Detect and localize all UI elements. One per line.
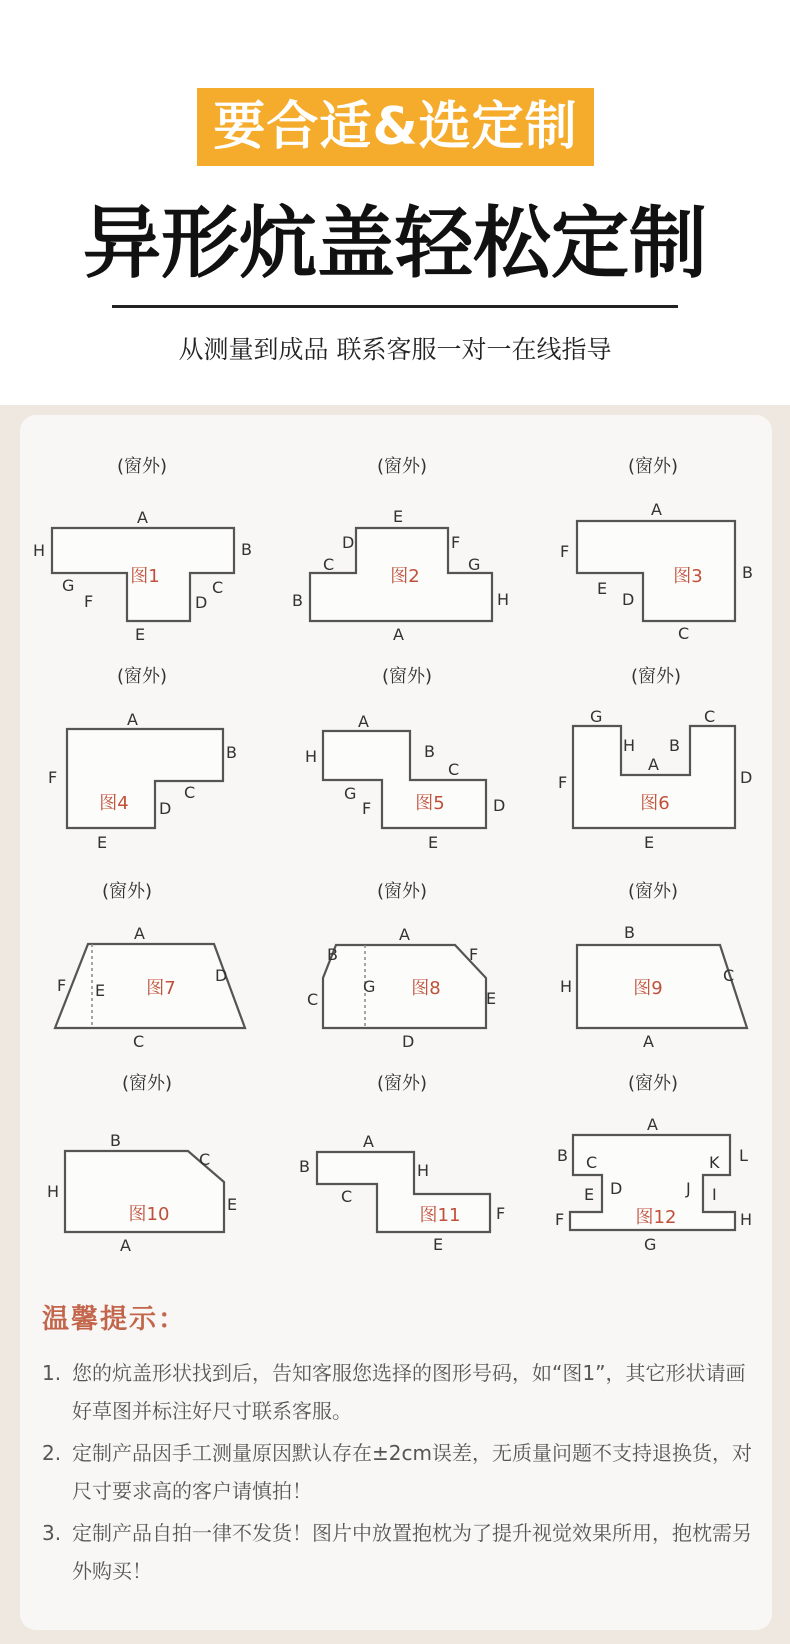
edge-label: B xyxy=(742,563,753,582)
shape-figure-8 xyxy=(290,880,530,1060)
edge-label: F xyxy=(469,945,479,964)
edge-label: F xyxy=(57,976,67,995)
edge-label: B xyxy=(110,1131,121,1150)
edge-label: A xyxy=(399,925,410,944)
edge-label: F xyxy=(84,592,94,611)
edge-label: E xyxy=(227,1195,238,1214)
edge-label: A xyxy=(137,508,148,527)
figure-label: 图9 xyxy=(633,978,663,999)
edge-label: G xyxy=(62,576,75,595)
shape-figure-10 xyxy=(25,1072,265,1255)
figure-label: 图2 xyxy=(390,566,420,587)
edge-label: A xyxy=(363,1132,374,1151)
window-label: (窗外) xyxy=(116,456,168,477)
edge-label: D xyxy=(195,593,208,612)
window-label: (窗外) xyxy=(101,881,153,902)
shape-outline xyxy=(577,521,735,621)
edge-label: E xyxy=(135,625,146,644)
edge-label: E xyxy=(393,507,404,526)
window-label: (窗外) xyxy=(376,881,428,902)
edge-label: G xyxy=(468,555,481,574)
figure-label: 图5 xyxy=(415,793,445,814)
edge-label: F xyxy=(555,1210,565,1229)
edge-label: B xyxy=(557,1146,568,1165)
edge-label: C xyxy=(184,783,196,802)
tip-text: 您的炕盖形状找到后，告知客服您选择的图形号码，如“图1”，其它形状请画好草图并标注好尺寸联系客服。 xyxy=(72,1361,746,1423)
edge-label: E xyxy=(584,1185,595,1204)
edge-label: D xyxy=(610,1179,623,1198)
edge-label: H xyxy=(305,747,318,766)
shape-figure-6 xyxy=(555,665,790,852)
edge-label: C xyxy=(704,707,716,726)
edge-label: A xyxy=(643,1032,654,1051)
edge-label: C xyxy=(133,1032,145,1051)
edge-label: E xyxy=(486,989,497,1008)
window-label: (窗外) xyxy=(376,456,428,477)
figure-label: 图3 xyxy=(673,566,703,587)
window-label: (窗外) xyxy=(627,881,679,902)
figure-label: 图8 xyxy=(411,978,441,999)
tip-number: 1. xyxy=(42,1361,62,1385)
edge-label: H xyxy=(33,541,46,560)
edge-label: C xyxy=(723,966,735,985)
edge-label: E xyxy=(97,833,108,852)
edge-label: I xyxy=(712,1185,717,1204)
tip-number: 3. xyxy=(42,1521,62,1545)
edge-label: B xyxy=(624,923,635,942)
edge-label: B xyxy=(424,742,435,761)
edge-label: A xyxy=(648,755,659,774)
tip-text: 定制产品自拍一律不发货！图片中放置抱枕为了提升视觉效果所用，抱枕需另外购买！ xyxy=(72,1521,752,1583)
edge-label: E xyxy=(95,981,106,1000)
shape-figure-3 xyxy=(555,455,790,643)
window-label: (窗外) xyxy=(381,666,433,687)
edge-label: D xyxy=(159,799,172,818)
title-divider xyxy=(112,305,678,308)
shape-figure-7 xyxy=(25,880,265,1060)
shape-outline xyxy=(67,729,223,828)
edge-label: G xyxy=(363,977,376,996)
figure-label: 图7 xyxy=(146,978,176,999)
edge-label: C xyxy=(307,990,319,1009)
edge-label: B xyxy=(241,540,252,559)
edge-label: D xyxy=(493,796,506,815)
edge-label: D xyxy=(215,966,228,985)
edge-label: E xyxy=(644,833,655,852)
edge-label: D xyxy=(622,590,635,609)
edge-label: F xyxy=(451,533,461,552)
edge-label: D xyxy=(740,768,753,787)
edge-label: D xyxy=(342,533,355,552)
edge-label: E xyxy=(597,579,608,598)
edge-label: A xyxy=(393,625,404,644)
figure-label: 图10 xyxy=(128,1204,170,1225)
figure-label: 图11 xyxy=(419,1205,461,1226)
edge-label: E xyxy=(428,833,439,852)
page-title: 异形炕盖轻松定制 xyxy=(82,199,707,289)
edge-label: A xyxy=(120,1236,131,1255)
edge-label: C xyxy=(586,1153,598,1172)
header-section xyxy=(0,0,790,405)
edge-label: F xyxy=(496,1204,506,1223)
tips-section xyxy=(42,1300,762,1594)
edge-label: A xyxy=(358,712,369,731)
edge-label: A xyxy=(134,924,145,943)
edge-label: F xyxy=(558,773,568,792)
figure-label: 图12 xyxy=(635,1207,677,1228)
edge-label: C xyxy=(323,555,335,574)
shape-figure-5 xyxy=(290,665,530,852)
shape-figure-11 xyxy=(290,1072,530,1252)
edge-label: A xyxy=(127,710,138,729)
figure-label: 图6 xyxy=(640,793,670,814)
edge-label: G xyxy=(644,1235,657,1254)
shape-outline xyxy=(323,731,486,828)
edge-label: A xyxy=(647,1115,658,1134)
edge-label: C xyxy=(341,1187,353,1206)
edge-label: F xyxy=(560,542,570,561)
edge-label: H xyxy=(497,590,510,609)
edge-label: F xyxy=(362,799,372,818)
edge-label: J xyxy=(686,1179,691,1198)
edge-label: B xyxy=(327,945,338,964)
edge-label: C xyxy=(678,624,690,643)
tip-item xyxy=(42,1434,762,1510)
edge-label: E xyxy=(433,1235,444,1254)
edge-label: G xyxy=(344,784,357,803)
shape-figure-4 xyxy=(25,665,265,852)
edge-label: D xyxy=(402,1032,415,1051)
window-label: (窗外) xyxy=(116,666,168,687)
edge-label: C xyxy=(199,1150,211,1169)
edge-label: K xyxy=(709,1153,720,1172)
page-subtitle: 从测量到成品 联系客服一对一在线指导 xyxy=(178,335,612,364)
edge-label: H xyxy=(623,736,636,755)
tip-number: 2. xyxy=(42,1441,62,1465)
window-label: (窗外) xyxy=(630,666,682,687)
edge-label: C xyxy=(448,760,460,779)
edge-label: F xyxy=(48,768,58,787)
shape-figure-12 xyxy=(555,1072,790,1252)
window-label: (窗外) xyxy=(627,1073,679,1094)
figure-label: 图4 xyxy=(99,793,129,814)
shape-figure-1 xyxy=(25,455,265,644)
window-label: (窗外) xyxy=(121,1073,173,1094)
edge-label: B xyxy=(299,1157,310,1176)
edge-label: B xyxy=(292,591,303,610)
edge-label: G xyxy=(590,707,603,726)
edge-label: H xyxy=(560,977,573,996)
edge-label: C xyxy=(212,578,224,597)
shape-figure-2 xyxy=(290,455,530,644)
shape-figure-9 xyxy=(555,880,790,1060)
tip-text: 定制产品因手工测量原因默认存在±2cm误差，无质量问题不支持退换货，对尺寸要求高的客户请慎拍！ xyxy=(72,1441,752,1503)
edge-label: A xyxy=(651,500,662,519)
edge-label: H xyxy=(417,1161,430,1180)
edge-label: H xyxy=(47,1182,60,1201)
promo-badge: 要合适&选定制 xyxy=(197,88,594,166)
edge-label: B xyxy=(226,743,237,762)
tip-item xyxy=(42,1514,762,1590)
edge-label: H xyxy=(740,1210,753,1229)
window-label: (窗外) xyxy=(376,1073,428,1094)
window-label: (窗外) xyxy=(627,456,679,477)
edge-label: B xyxy=(669,736,680,755)
figure-label: 图1 xyxy=(130,566,160,587)
tips-title: 温馨提示： xyxy=(42,1304,187,1335)
shape-outline xyxy=(323,945,486,1028)
edge-label: L xyxy=(739,1146,748,1165)
tip-item xyxy=(42,1354,762,1430)
